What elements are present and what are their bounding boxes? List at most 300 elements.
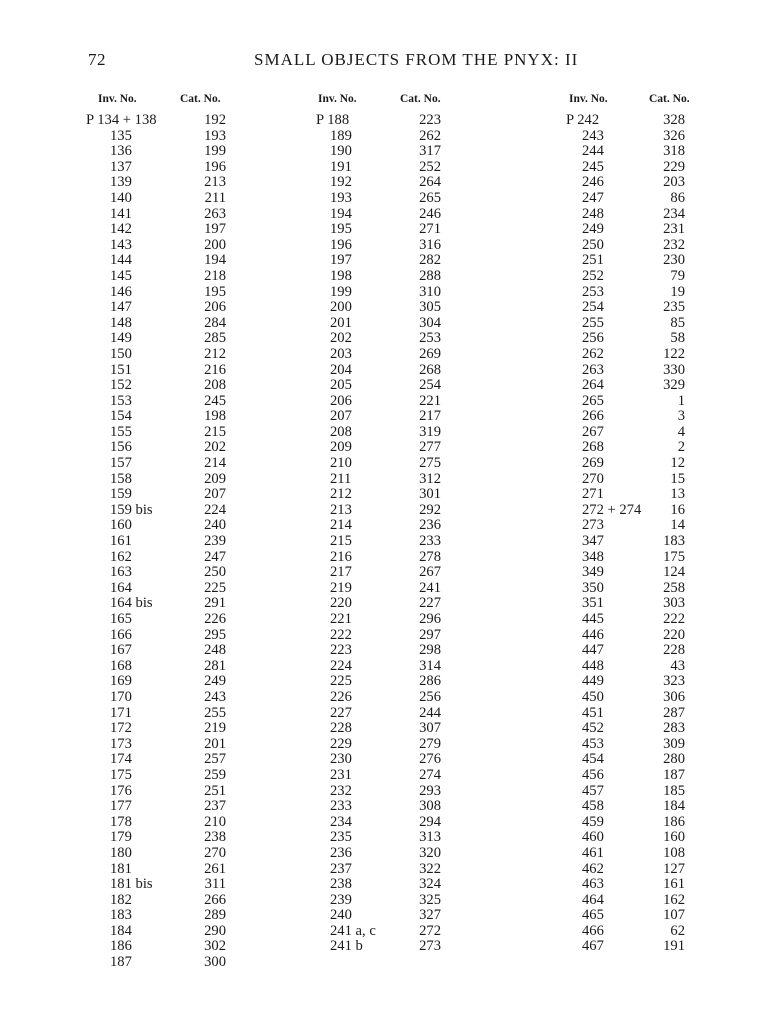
cat-no-cell: 2: [677, 439, 685, 456]
table-row: [564, 612, 709, 628]
inv-no-cell: 189: [330, 127, 352, 144]
cat-no-cell: 79: [670, 267, 685, 284]
table-row: [316, 331, 461, 347]
inv-no-cell: 206: [330, 392, 352, 409]
inv-no-cell: 234: [330, 813, 352, 830]
inv-no-cell: 174: [110, 751, 132, 768]
inv-no-cell: 263: [582, 361, 604, 378]
inv-no-cell: 449: [582, 673, 604, 690]
cat-no-cell: 319: [419, 423, 441, 440]
inv-no-cell: 270: [582, 470, 604, 487]
cat-no-cell: 308: [419, 798, 441, 815]
inv-no-cell: 177: [110, 798, 132, 815]
cat-no-cell: 287: [663, 704, 685, 721]
cat-no-cell: 12: [670, 455, 685, 472]
cat-no-cell: 107: [663, 907, 685, 924]
table-row: [86, 253, 231, 269]
cat-no-cell: 265: [419, 189, 441, 206]
cat-no-cell: 306: [663, 688, 685, 705]
cat-no-cell: 329: [663, 377, 685, 394]
cat-no-cell: 328: [663, 112, 685, 128]
table-row: [86, 175, 231, 191]
inv-no-cell: 211: [330, 470, 352, 487]
table-row: [86, 129, 231, 145]
cat-no-cell: 224: [204, 501, 226, 518]
inv-no-cell: 154: [110, 408, 132, 425]
inv-no-cell: 255: [582, 314, 604, 331]
cat-no-cell: 211: [204, 189, 226, 206]
cat-no-cell: 294: [419, 813, 441, 830]
table-row: [564, 908, 709, 924]
cat-no-cell: 293: [419, 782, 441, 799]
table-row: [316, 550, 461, 566]
cat-no-cell: 203: [663, 174, 685, 191]
cat-no-cell: 175: [663, 548, 685, 565]
cat-no-cell: 248: [204, 642, 226, 659]
inv-no-cell: 253: [582, 283, 604, 300]
cat-no-cell: 235: [663, 299, 685, 316]
inv-no-cell: 182: [110, 891, 132, 908]
cat-no-cell: 258: [663, 579, 685, 596]
cat-no-cell: 276: [419, 751, 441, 768]
cat-no-cell: 225: [204, 579, 226, 596]
cat-no-cell: 274: [419, 766, 441, 783]
table-row: [86, 862, 231, 878]
inv-no-cell: 238: [330, 876, 352, 893]
cat-no-cell: 206: [204, 299, 226, 316]
table-row: [564, 253, 709, 269]
table-row: [86, 472, 231, 488]
table-row: [86, 659, 231, 675]
cat-no-cell: 194: [204, 252, 226, 269]
inv-no-cell: 463: [582, 876, 604, 893]
inv-no-cell: 164: [110, 579, 132, 596]
cat-no-cell: 255: [204, 704, 226, 721]
cat-no-cell: 208: [204, 377, 226, 394]
cat-no-cell: 200: [204, 236, 226, 253]
inv-no-cell: 192: [330, 174, 352, 191]
table-row: [86, 628, 231, 644]
inv-no-cell: 231: [330, 766, 352, 783]
cat-no-cell: 86: [670, 189, 685, 206]
cat-no-cell: 240: [204, 517, 226, 534]
cat-no-cell: 264: [419, 174, 441, 191]
cat-no-cell: 305: [419, 299, 441, 316]
inv-no-cell: 163: [110, 564, 132, 581]
inv-no-cell: P 242: [566, 112, 600, 128]
table-row: [86, 518, 231, 534]
cat-no-cell: 219: [204, 720, 226, 737]
table-row: [86, 939, 231, 955]
table-row: [86, 643, 231, 659]
inv-no-cell: 268: [582, 439, 604, 456]
table-row: [316, 924, 461, 940]
cat-no-cell: 279: [419, 735, 441, 752]
table-row: [564, 924, 709, 940]
cat-no-cell: 202: [204, 439, 226, 456]
cat-no-cell: 209: [204, 470, 226, 487]
cat-no-cell: 210: [204, 813, 226, 830]
inv-no-cell: 159 bis: [110, 501, 153, 518]
inv-no-cell: 137: [110, 158, 132, 175]
table-row: [86, 503, 231, 519]
cat-no-cell: 310: [419, 283, 441, 300]
cat-no-cell: 222: [663, 611, 685, 627]
table-row: [564, 799, 709, 815]
inv-no-cell: 221: [330, 611, 352, 627]
cat-no-cell: 215: [204, 423, 226, 440]
cat-no-cell: 14: [670, 517, 685, 534]
inv-no-cell: 446: [582, 626, 604, 643]
column-header: [564, 91, 709, 113]
cat-no-cell: 261: [204, 860, 226, 877]
table-column-1: [86, 91, 231, 971]
table-row: [564, 534, 709, 550]
table-row: [316, 378, 461, 394]
inv-no-cell: 272 + 274: [582, 501, 642, 518]
inv-no-cell: 240: [330, 907, 352, 924]
table-row: [316, 222, 461, 238]
cat-no-cell: 263: [204, 205, 226, 222]
table-row: [564, 737, 709, 753]
table-row: [86, 784, 231, 800]
table-row: [86, 830, 231, 846]
inv-no-cell: 216: [330, 548, 352, 565]
cat-no-cell: 192: [204, 112, 226, 128]
inv-no-cell: 203: [330, 345, 352, 362]
table-row: [564, 784, 709, 800]
inv-no-cell: 224: [330, 657, 352, 674]
table-row: [316, 862, 461, 878]
table-row: [564, 144, 709, 160]
inv-no-cell: 271: [582, 486, 604, 503]
cat-no-cell: 212: [204, 345, 226, 362]
cat-no-cell: 254: [419, 377, 441, 394]
inv-no-cell: 160: [110, 517, 132, 534]
table-row: [316, 565, 461, 581]
inv-no-cell: 457: [582, 782, 604, 799]
inv-no-cell: 146: [110, 283, 132, 300]
inv-no-cell: 222: [330, 626, 352, 643]
inv-no-cell: 458: [582, 798, 604, 815]
cat-no-cell: 195: [204, 283, 226, 300]
column-header: [316, 91, 461, 113]
table-row: [316, 596, 461, 612]
cat-no-cell: 207: [204, 486, 226, 503]
cat-no-cell: 251: [204, 782, 226, 799]
table-row: [316, 456, 461, 472]
inv-no-cell: 251: [582, 252, 604, 269]
table-row: [564, 456, 709, 472]
cat-no-header: Cat. No.: [649, 93, 690, 105]
table-row: [564, 487, 709, 503]
cat-no-cell: 191: [663, 938, 685, 955]
table-row: [86, 144, 231, 160]
cat-no-cell: 295: [204, 626, 226, 643]
cat-no-cell: 281: [204, 657, 226, 674]
inv-no-cell: 143: [110, 236, 132, 253]
inv-no-cell: 461: [582, 844, 604, 861]
cat-no-cell: 245: [204, 392, 226, 409]
cat-no-cell: 285: [204, 330, 226, 347]
table-row: [86, 160, 231, 176]
table-row: [564, 160, 709, 176]
table-row: [86, 534, 231, 550]
table-row: [564, 378, 709, 394]
table-row: [564, 363, 709, 379]
inv-no-cell: 210: [330, 455, 352, 472]
cat-no-cell: 246: [419, 205, 441, 222]
table-row: [86, 285, 231, 301]
inv-no-cell: 236: [330, 844, 352, 861]
inv-no-cell: 201: [330, 314, 352, 331]
table-row: [316, 347, 461, 363]
cat-no-cell: 314: [419, 657, 441, 674]
inv-no-cell: 213: [330, 501, 352, 518]
table-row: [316, 893, 461, 909]
inv-no-cell: 239: [330, 891, 352, 908]
table-row: [564, 690, 709, 706]
inv-no-cell: 243: [582, 127, 604, 144]
table-row: [564, 893, 709, 909]
cat-no-cell: 243: [204, 688, 226, 705]
table-row: [86, 550, 231, 566]
table-row: [316, 784, 461, 800]
cat-no-cell: 297: [419, 626, 441, 643]
page-title: SMALL OBJECTS FROM THE PNYX: II: [254, 50, 579, 69]
cat-no-cell: 288: [419, 267, 441, 284]
cat-no-cell: 286: [419, 673, 441, 690]
inv-no-cell: 467: [582, 938, 604, 955]
cat-no-cell: 15: [670, 470, 685, 487]
inv-no-cell: 204: [330, 361, 352, 378]
inv-no-cell: 256: [582, 330, 604, 347]
table-row: [86, 347, 231, 363]
table-row: [316, 534, 461, 550]
inv-no-cell: 235: [330, 829, 352, 846]
inv-no-cell: 136: [110, 143, 132, 160]
cat-no-cell: 316: [419, 236, 441, 253]
inv-no-cell: 232: [330, 782, 352, 799]
inv-no-cell: 190: [330, 143, 352, 160]
cat-no-cell: 278: [419, 548, 441, 565]
cat-no-cell: 301: [419, 486, 441, 503]
table-row: [316, 440, 461, 456]
table-row: [86, 331, 231, 347]
inv-no-cell: 212: [330, 486, 352, 503]
inv-no-cell: 227: [330, 704, 352, 721]
inv-no-cell: 153: [110, 392, 132, 409]
inv-no-cell: 348: [582, 548, 604, 565]
cat-no-cell: 127: [663, 860, 685, 877]
inv-no-cell: 233: [330, 798, 352, 815]
cat-no-cell: 296: [419, 611, 441, 627]
table-column-3: [564, 91, 709, 955]
inv-no-cell: 219: [330, 579, 352, 596]
cat-no-cell: 201: [204, 735, 226, 752]
table-column-2: [316, 91, 461, 955]
cat-no-cell: 196: [204, 158, 226, 175]
table-row: [564, 269, 709, 285]
table-row: [316, 628, 461, 644]
table-row: [86, 815, 231, 831]
table-row: [316, 877, 461, 893]
inv-no-cell: 452: [582, 720, 604, 737]
table-row: [86, 674, 231, 690]
cat-no-cell: 262: [419, 127, 441, 144]
cat-no-cell: 198: [204, 408, 226, 425]
table-row: [86, 487, 231, 503]
table-row: [564, 175, 709, 191]
table-row: [86, 706, 231, 722]
inv-no-cell: 262: [582, 345, 604, 362]
cat-no-cell: 327: [419, 907, 441, 924]
table-row: [316, 285, 461, 301]
inv-no-cell: 202: [330, 330, 352, 347]
cat-no-cell: 4: [677, 423, 685, 440]
inv-no-cell: 237: [330, 860, 352, 877]
inv-no-cell: P 188: [316, 112, 350, 128]
table-row: [316, 518, 461, 534]
inv-no-cell: 249: [582, 221, 604, 238]
cat-no-cell: 282: [419, 252, 441, 269]
table-row: [86, 207, 231, 223]
table-row: [86, 222, 231, 238]
table-row: [564, 596, 709, 612]
inv-no-cell: 167: [110, 642, 132, 659]
cat-no-cell: 292: [419, 501, 441, 518]
table-row: [316, 581, 461, 597]
cat-no-cell: 231: [663, 221, 685, 238]
cat-no-cell: 187: [663, 766, 685, 783]
inv-no-cell: 135: [110, 127, 132, 144]
inv-no-cell: 200: [330, 299, 352, 316]
cat-no-cell: 220: [663, 626, 685, 643]
table-row: [564, 628, 709, 644]
cat-no-cell: 302: [204, 938, 226, 955]
table-row: [564, 846, 709, 862]
table-row: [564, 331, 709, 347]
cat-no-cell: 186: [663, 813, 685, 830]
table-row: [86, 768, 231, 784]
inv-no-cell: 230: [330, 751, 352, 768]
table-row: [86, 752, 231, 768]
inv-no-cell: 168: [110, 657, 132, 674]
table-row: [316, 674, 461, 690]
cat-no-cell: 234: [663, 205, 685, 222]
table-row: [564, 659, 709, 675]
inv-no-cell: 220: [330, 595, 352, 612]
inv-no-cell: 465: [582, 907, 604, 924]
table-row: [564, 877, 709, 893]
cat-no-cell: 226: [204, 611, 226, 627]
inv-no-cell: 247: [582, 189, 604, 206]
table-row: [316, 752, 461, 768]
inv-no-cell: 248: [582, 205, 604, 222]
inv-no-cell: 241 b: [330, 938, 363, 955]
table-row: [316, 487, 461, 503]
inv-no-cell: 171: [110, 704, 132, 721]
inv-no-cell: 466: [582, 922, 604, 939]
table-row: [86, 300, 231, 316]
table-row: [316, 721, 461, 737]
table-row: [316, 612, 461, 628]
inv-no-cell: 162: [110, 548, 132, 565]
inv-no-cell: 148: [110, 314, 132, 331]
inv-no-cell: 217: [330, 564, 352, 581]
table-row: [316, 144, 461, 160]
table-row: [316, 316, 461, 332]
inv-no-cell: 459: [582, 813, 604, 830]
table-row: [564, 862, 709, 878]
table-row: [564, 285, 709, 301]
table-row: [316, 394, 461, 410]
inv-no-cell: 195: [330, 221, 352, 238]
inv-no-header: Inv. No.: [318, 93, 357, 105]
cat-no-cell: 197: [204, 221, 226, 238]
table-row: [316, 113, 461, 129]
table-row: [86, 612, 231, 628]
inv-no-cell: 196: [330, 236, 352, 253]
table-row: [316, 300, 461, 316]
cat-no-cell: 266: [204, 891, 226, 908]
cat-no-cell: 229: [663, 158, 685, 175]
table-row: [316, 207, 461, 223]
cat-no-cell: 275: [419, 455, 441, 472]
cat-no-cell: 218: [204, 267, 226, 284]
inv-no-cell: 155: [110, 423, 132, 440]
table-row: [564, 503, 709, 519]
cat-no-cell: 214: [204, 455, 226, 472]
cat-no-cell: 233: [419, 533, 441, 550]
inv-no-cell: 252: [582, 267, 604, 284]
cat-no-cell: 283: [663, 720, 685, 737]
table-row: [86, 565, 231, 581]
inv-no-cell: 159: [110, 486, 132, 503]
inv-no-cell: 454: [582, 751, 604, 768]
table-row: [564, 316, 709, 332]
cat-no-cell: 227: [419, 595, 441, 612]
table-row: [316, 830, 461, 846]
inv-no-cell: 165: [110, 611, 132, 627]
cat-no-cell: 16: [670, 501, 685, 518]
inv-no-cell: 250: [582, 236, 604, 253]
inv-no-cell: 175: [110, 766, 132, 783]
table-row: [564, 347, 709, 363]
table-row: [564, 706, 709, 722]
cat-no-cell: 304: [419, 314, 441, 331]
table-row: [86, 924, 231, 940]
cat-no-cell: 249: [204, 673, 226, 690]
cat-no-cell: 322: [419, 860, 441, 877]
inv-no-cell: 205: [330, 377, 352, 394]
inv-no-cell: 226: [330, 688, 352, 705]
cat-no-cell: 326: [663, 127, 685, 144]
table-row: [316, 768, 461, 784]
table-row: [86, 737, 231, 753]
cat-no-cell: 230: [663, 252, 685, 269]
table-row: [316, 160, 461, 176]
inv-no-cell: 244: [582, 143, 604, 160]
inv-no-cell: 464: [582, 891, 604, 908]
inv-no-cell: 139: [110, 174, 132, 191]
cat-no-cell: 259: [204, 766, 226, 783]
table-row: [564, 394, 709, 410]
table-row: [564, 222, 709, 238]
inv-no-cell: 225: [330, 673, 352, 690]
table-row: [564, 830, 709, 846]
cat-no-cell: 318: [663, 143, 685, 160]
